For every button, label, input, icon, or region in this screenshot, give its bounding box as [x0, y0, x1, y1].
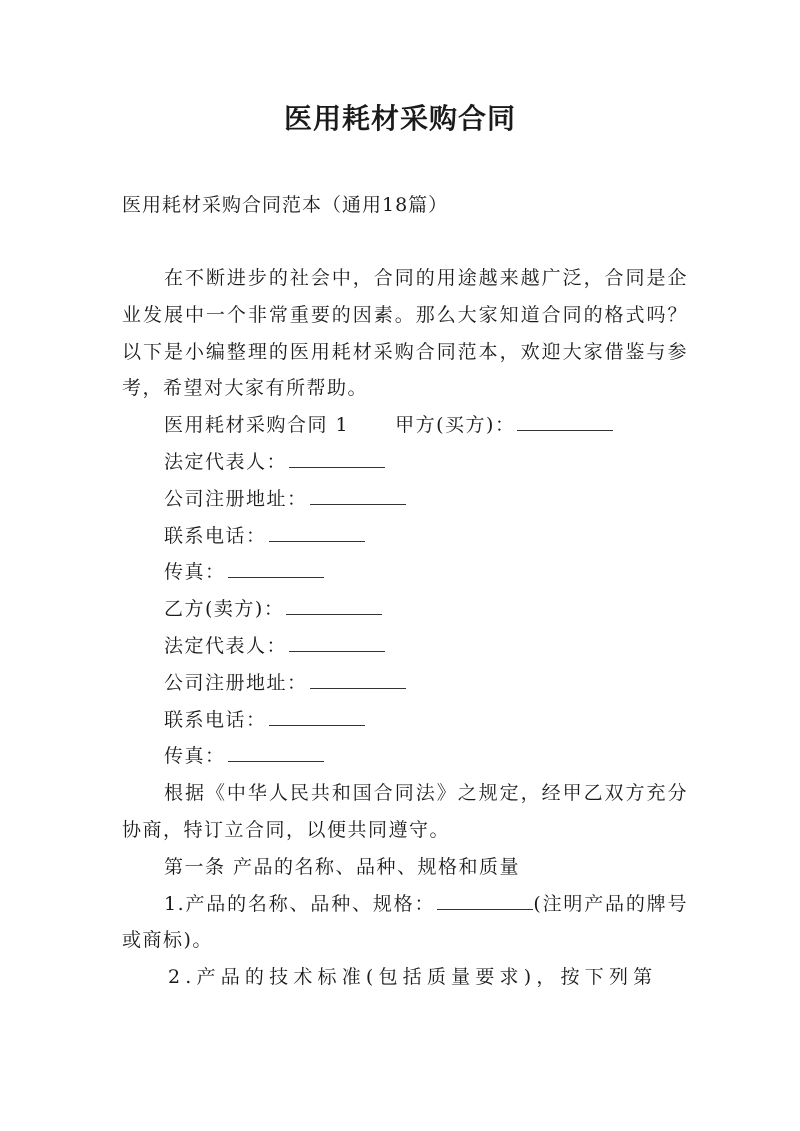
party-b-field-line: [122, 702, 688, 739]
party-b-label: 乙方(卖方)：: [164, 598, 285, 621]
party-a-field-line: [122, 481, 688, 518]
party-b-line: [122, 591, 688, 628]
contract-heading-line: [122, 407, 688, 444]
field-label: 公司注册地址：: [164, 671, 308, 694]
field-label: 联系电话：: [164, 708, 267, 731]
field-label: 传真：: [164, 745, 226, 768]
party-b-field-line: [122, 738, 688, 775]
party-a-field-line: [122, 554, 688, 591]
party-a-label: 甲方(买方)：: [395, 414, 516, 437]
article-1-title: 第一条 产品的名称、品种、规格和质量: [164, 855, 521, 878]
field-label: 法定代表人：: [164, 634, 288, 657]
document-subtitle: 医用耗材采购合同范本（通用18篇）: [122, 194, 449, 216]
field-label: 公司注册地址：: [164, 487, 308, 510]
party-b-blank: [286, 596, 382, 615]
field-blank: [228, 743, 324, 762]
field-blank: [310, 670, 406, 689]
document-title: 医用耗材采购合同: [283, 102, 516, 135]
party-b-field-line: [122, 665, 688, 702]
field-blank: [269, 523, 365, 542]
basis-paragraph: 根据《中华人民共和国合同法》之规定，经甲乙双方充分协商，特订立合同，以便共同遵守。: [122, 782, 688, 841]
field-label: 联系电话：: [164, 524, 267, 547]
article-1-item-2: 2.产品的技术标准(包括质量要求)，按下列第: [168, 966, 658, 989]
item-1-prefix: 1.产品的名称、品种、规格：: [164, 892, 436, 915]
party-a-field-line: [122, 444, 688, 481]
document-body: [122, 260, 688, 996]
field-blank: [228, 559, 324, 578]
intro-paragraph: 在不断进步的社会中，合同的用途越来越广泛，合同是企业发展中一个非常重要的因素。那么大家知道合同的格式吗？以下是小编整理的医用耗材采购合同范本，欢迎大家借鉴与参考，希望对大家有所帮助。: [122, 267, 688, 400]
field-label: 法定代表人：: [164, 450, 288, 473]
item-1-blank: [437, 891, 533, 910]
party-a-blank: [517, 412, 613, 431]
field-blank: [289, 633, 385, 652]
party-b-field-line: [122, 628, 688, 665]
field-label: 传真：: [164, 561, 226, 584]
field-blank: [289, 449, 385, 468]
field-blank: [310, 486, 406, 505]
party-a-field-line: [122, 518, 688, 555]
item-1-suffix: (注明产品的牌号或商标)。: [122, 892, 688, 952]
article-1-item-1: [122, 886, 688, 960]
field-blank: [269, 707, 365, 726]
contract-heading: 医用耗材采购合同 1: [164, 414, 350, 437]
